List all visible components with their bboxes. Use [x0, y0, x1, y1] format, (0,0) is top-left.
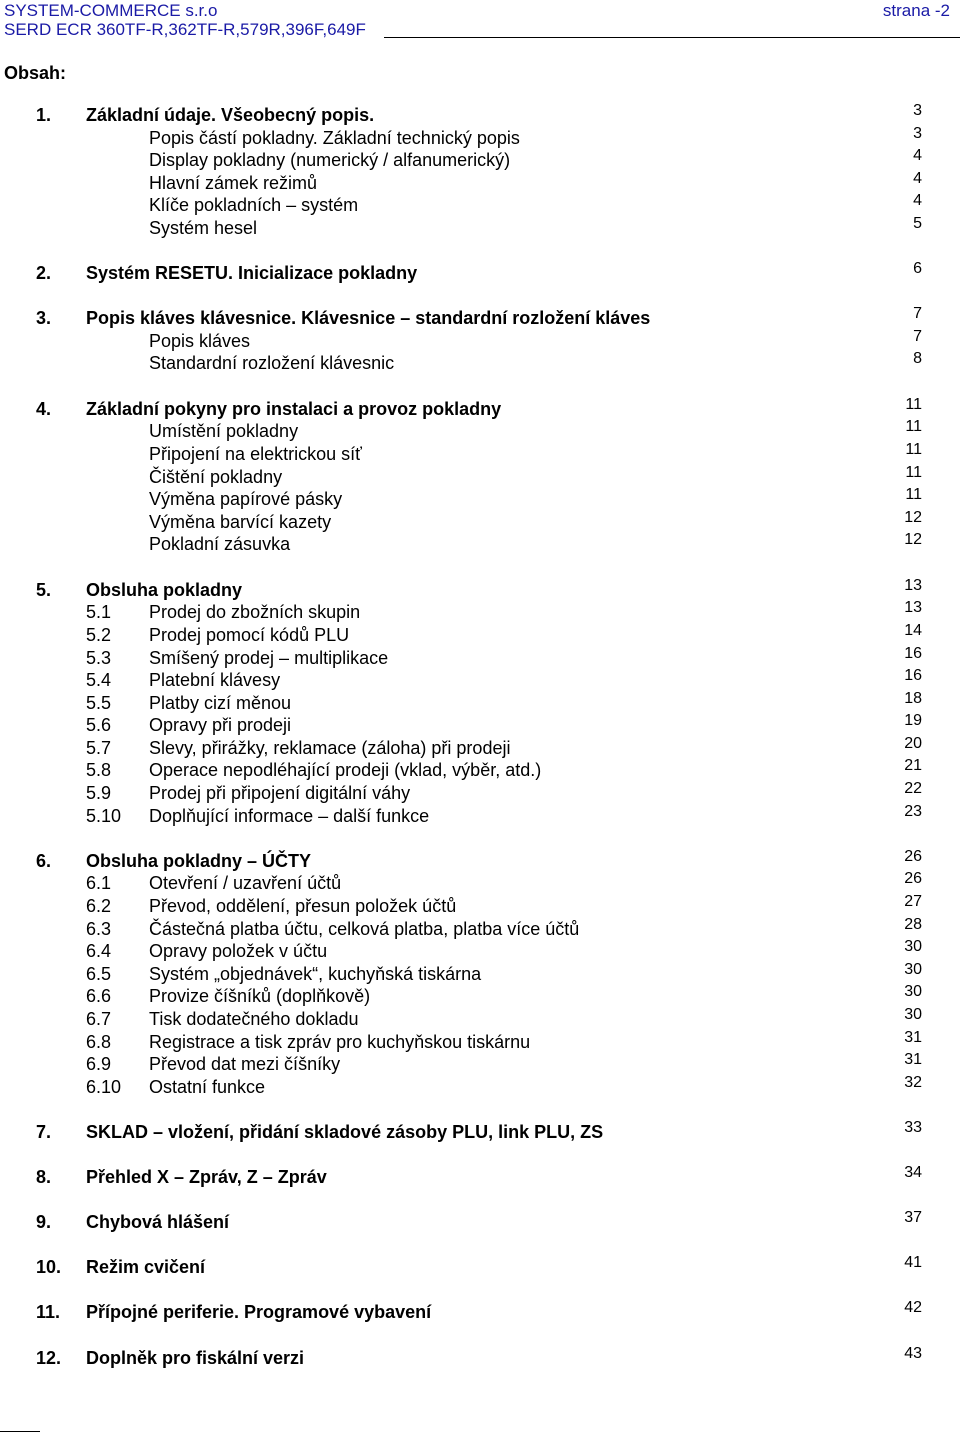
toc-entry-number: 7.: [36, 1122, 52, 1142]
toc-entry-title: Převod, oddělení, přesun položek účtů: [149, 896, 457, 916]
toc-entry: [0, 669, 960, 691]
toc-entry-page: 31: [904, 1051, 922, 1068]
toc-entry-title: Základní údaje. Všeobecný popis.: [86, 105, 375, 125]
toc-entry: [0, 1211, 960, 1233]
toc-entry-title: Opravy při prodeji: [149, 715, 292, 735]
toc-entry-page: 11: [905, 441, 922, 458]
toc-entry-title: Ostatní funkce: [149, 1077, 266, 1097]
toc-entry-page: 4: [913, 170, 922, 187]
toc-entry: [0, 533, 960, 555]
toc-entry-title: Slevy, přirážky, reklamace (záloha) při prodeji: [149, 738, 511, 758]
toc-entry: [0, 217, 960, 239]
toc-entry-page: 42: [904, 1299, 922, 1316]
company-name: SYSTEM-COMMERCE s.r.o: [4, 1, 218, 20]
toc-entry-number: 6.2: [86, 896, 112, 916]
toc-entry-number: 8.: [36, 1167, 52, 1187]
toc-entry: [0, 579, 960, 601]
footnote-rule: [0, 1431, 40, 1432]
toc-entry-title: Prodej pomocí kódů PLU: [149, 625, 350, 645]
toc-entry-number: 4.: [36, 399, 52, 419]
toc-entry: [0, 172, 960, 194]
toc-entry-title: Display pokladny (numerický / alfanumerický): [149, 150, 511, 170]
toc-entry: [0, 1008, 960, 1030]
toc-entry-number: 5.2: [86, 625, 112, 645]
toc-entry-page: 12: [904, 509, 922, 526]
toc-entry-title: Čištění pokladny: [149, 467, 283, 487]
toc-entry-number: 6.3: [86, 919, 112, 939]
toc-entry-title: Doplněk pro fiskální verzi: [86, 1348, 305, 1368]
toc-entry: [0, 330, 960, 352]
toc-entry-page: 11: [905, 418, 922, 435]
toc-entry-number: 5.8: [86, 760, 112, 780]
toc-entry: [0, 262, 960, 284]
toc-entry-page: 3: [913, 102, 922, 119]
toc-entry-page: 7: [913, 305, 922, 322]
toc-entry: [0, 759, 960, 781]
toc-entry-page: 13: [904, 577, 922, 594]
toc-entry-page: 6: [913, 260, 922, 277]
toc-entry-page: 43: [904, 1345, 922, 1362]
toc-entry: [0, 127, 960, 149]
toc-entry: [0, 307, 960, 329]
toc-entry-title: Platby cizí měnou: [149, 693, 292, 713]
toc-entry: [0, 624, 960, 646]
toc-entry-page: 11: [905, 486, 922, 503]
toc-entry-title: SKLAD – vložení, přidání skladové zásoby PLU, link PLU, ZS: [86, 1122, 604, 1142]
toc-entry: [0, 1301, 960, 1323]
toc-entry-number: 9.: [36, 1212, 52, 1232]
toc-entry-page: 4: [913, 147, 922, 164]
toc-entry-page: 37: [904, 1209, 922, 1226]
toc-entry-page: 32: [904, 1074, 922, 1091]
toc-entry: [0, 805, 960, 827]
toc-entry: [0, 872, 960, 894]
toc-entry-number: 5.5: [86, 693, 112, 713]
toc-entry: [0, 1076, 960, 1098]
toc-entry-page: 26: [904, 848, 922, 865]
toc-entry-page: 30: [904, 1006, 922, 1023]
toc-entry-page: 34: [904, 1164, 922, 1181]
contents-heading: Obsah:: [4, 63, 67, 83]
toc-entry-title: Tisk dodatečného dokladu: [149, 1009, 359, 1029]
toc-entry-title: Přípojné periferie. Programové vybavení: [86, 1302, 432, 1322]
toc-entry-number: 6.4: [86, 941, 112, 961]
toc-entry: [0, 1256, 960, 1278]
toc-entry: [0, 714, 960, 736]
toc-entry-title: Chybová hlášení: [86, 1212, 230, 1232]
toc-entry-page: 7: [913, 328, 922, 345]
toc-entry-number: 11.: [36, 1302, 61, 1322]
toc-entry-number: 10.: [36, 1257, 62, 1277]
page-number: strana -2: [882, 1, 950, 20]
toc-entry-number: 2.: [36, 263, 52, 283]
toc-entry: [0, 985, 960, 1007]
toc-entry-page: 14: [904, 622, 922, 639]
toc-entry-page: 4: [913, 192, 922, 209]
toc-entry: [0, 443, 960, 465]
toc-entry: [0, 647, 960, 669]
toc-entry: [0, 398, 960, 420]
toc-entry-title: Systém RESETU. Inicializace pokladny: [86, 263, 418, 283]
toc-entry-number: 5.10: [86, 806, 122, 826]
toc-entry-title: Obsluha pokladny – ÚČTY: [86, 851, 312, 871]
toc-entry-page: 21: [904, 757, 922, 774]
toc-entry-page: 5: [913, 215, 922, 232]
toc-entry: [0, 1347, 960, 1369]
toc-entry-number: 6.5: [86, 964, 112, 984]
toc-entry-page: 41: [904, 1254, 922, 1271]
toc-entry-page: 30: [904, 961, 922, 978]
toc-entry-title: Operace nepodléhající prodeji (vklad, výběr, atd.): [149, 760, 542, 780]
toc-entry: [0, 692, 960, 714]
toc-entry-number: 6.1: [86, 873, 112, 893]
toc-entry-title: Opravy položek v účtu: [149, 941, 328, 961]
toc-entry: [0, 782, 960, 804]
toc-entry-title: Výměna barvící kazety: [149, 512, 332, 532]
toc-entry: [0, 895, 960, 917]
toc-entry-page: 13: [904, 599, 922, 616]
toc-entry-title: Popis kláves klávesnice. Klávesnice – standardní rozložení kláves: [86, 308, 651, 328]
toc-entry: [0, 352, 960, 374]
toc-entry-title: Otevření / uzavření účtů: [149, 873, 342, 893]
toc-entry-title: Připojení na elektrickou síť: [149, 444, 362, 464]
toc-entry-title: Pokladní zásuvka: [149, 534, 291, 554]
toc-entry-page: 18: [904, 690, 922, 707]
toc-entry: [0, 737, 960, 759]
toc-entry-number: 3.: [36, 308, 52, 328]
toc-entry-page: 16: [904, 645, 922, 662]
toc-entry-number: 6.9: [86, 1054, 112, 1074]
document-subtitle: SERD ECR 360TF-R,362TF-R,579R,396F,649F: [4, 20, 366, 39]
toc-entry-title: Systém „objednávek“, kuchyňská tiskárna: [149, 964, 482, 984]
toc-entry-page: 20: [904, 735, 922, 752]
toc-entry-title: Provize číšníků (doplňkově): [149, 986, 371, 1006]
toc-entry-title: Obsluha pokladny: [86, 580, 243, 600]
toc-entry-title: Výměna papírové pásky: [149, 489, 343, 509]
toc-entry-page: 30: [904, 938, 922, 955]
toc-entry-number: 5.7: [86, 738, 112, 758]
toc-entry: [0, 1031, 960, 1053]
toc-entry: [0, 918, 960, 940]
toc-entry-page: 8: [913, 350, 922, 367]
toc-entry: [0, 488, 960, 510]
toc-entry-page: 31: [904, 1029, 922, 1046]
toc-entry: [0, 850, 960, 872]
toc-entry-number: 5.9: [86, 783, 112, 803]
toc-entry: [0, 1166, 960, 1188]
toc-entry-title: Systém hesel: [149, 218, 258, 238]
toc-entry-title: Prodej při připojení digitální váhy: [149, 783, 411, 803]
toc-entry-title: Prodej do zbožních skupin: [149, 602, 361, 622]
toc-entry-page: 28: [904, 916, 922, 933]
toc-entry-page: 3: [913, 125, 922, 142]
toc-entry-number: 5.1: [86, 602, 112, 622]
toc-entry-number: 5.4: [86, 670, 112, 690]
toc-entry-number: 12.: [36, 1348, 62, 1368]
toc-entry-title: Částečná platba účtu, celková platba, platba více účtů: [149, 919, 580, 939]
toc-entry-page: 22: [904, 780, 922, 797]
toc-entry-title: Doplňující informace – další funkce: [149, 806, 430, 826]
toc-entry-number: 5.: [36, 580, 52, 600]
toc-entry-title: Přehled X – Zpráv, Z – Zpráv: [86, 1167, 327, 1187]
toc-entry-page: 12: [904, 531, 922, 548]
toc-entry-page: 23: [904, 803, 922, 820]
toc-entry-title: Smíšený prodej – multiplikace: [149, 648, 389, 668]
toc-entry: [0, 104, 960, 126]
toc-entry-number: 6.10: [86, 1077, 122, 1097]
toc-entry-title: Registrace a tisk zpráv pro kuchyňskou tiskárnu: [149, 1032, 531, 1052]
toc-entry-title: Platební klávesy: [149, 670, 281, 690]
toc-entry-title: Popis kláves: [149, 331, 251, 351]
toc-entry-title: Klíče pokladních – systém: [149, 195, 359, 215]
toc-entry: [0, 149, 960, 171]
toc-entry: [0, 1121, 960, 1143]
toc-entry-page: 26: [904, 870, 922, 887]
toc-entry-page: 27: [904, 893, 922, 910]
toc-entry: [0, 420, 960, 442]
toc-entry-page: 33: [904, 1119, 922, 1136]
toc-entry: [0, 1053, 960, 1075]
toc-entry: [0, 940, 960, 962]
toc-entry: [0, 963, 960, 985]
toc-entry-number: 6.8: [86, 1032, 112, 1052]
toc-entry: [0, 466, 960, 488]
toc-entry-title: Převod dat mezi číšníky: [149, 1054, 341, 1074]
toc-entry: [0, 194, 960, 216]
toc-entry-number: 5.6: [86, 715, 112, 735]
toc-entry-page: 16: [904, 667, 922, 684]
toc-entry-page: 19: [904, 712, 922, 729]
toc-entry-number: 5.3: [86, 648, 112, 668]
toc-entry-title: Umístění pokladny: [149, 421, 299, 441]
toc-entry-number: 6.: [36, 851, 52, 871]
toc-entry-number: 6.7: [86, 1009, 112, 1029]
toc-entry-title: Hlavní zámek režimů: [149, 173, 318, 193]
toc-entry-title: Režim cvičení: [86, 1257, 206, 1277]
toc-entry: [0, 511, 960, 533]
toc-entry-number: 1.: [36, 105, 52, 125]
toc-entry-title: Standardní rozložení klávesnic: [149, 353, 395, 373]
toc-entry: [0, 601, 960, 623]
toc-entry-page: 11: [905, 464, 922, 481]
toc-entry-page: 30: [904, 983, 922, 1000]
toc-entry-title: Základní pokyny pro instalaci a provoz pokladny: [86, 399, 502, 419]
toc-entry-title: Popis částí pokladny. Základní technický popis: [149, 128, 520, 148]
toc-entry-number: 6.6: [86, 986, 112, 1006]
toc-entry-page: 11: [905, 396, 922, 413]
